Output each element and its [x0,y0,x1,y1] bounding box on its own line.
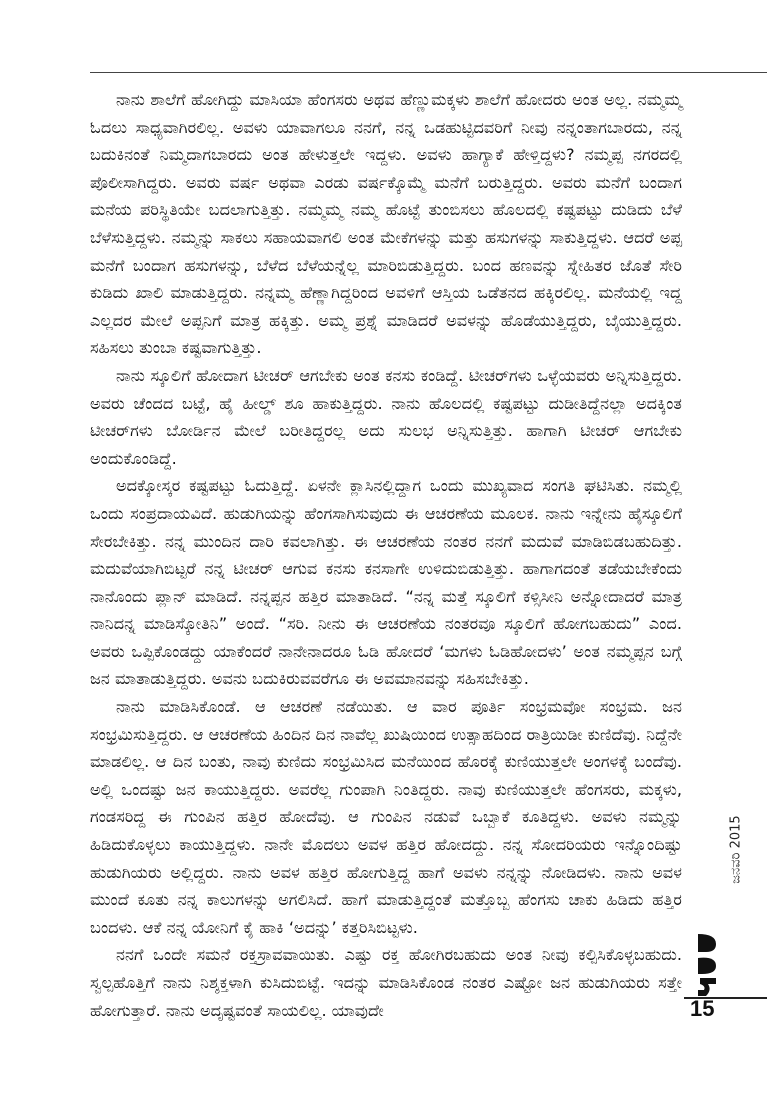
article-body [90,86,682,1024]
paragraph-2: ನಾನು ಸ್ಕೂಲಿಗೆ ಹೋದಾಗ ಟೀಚರ್ ಆಗಬೇಕು ಅಂತ ಕನಸು ಕಂಡಿದ್ದೆ. ಟೀಚರ್‌ಗಳು ಒಳ್ಳೆಯವರು ಅನ್ನಿಸುತ್ತಿದ್ದರು. ಅವರು ಚೆಂದದ ಬಟ್ಟೆ, ಹೈ ಹೀಲ್ಡ್ ಶೂ ಹಾಕುತ್ತಿದ್ದರು. ನಾನು ಹೊಲದಲ್ಲಿ ಕಷ್ಟಪಟ್ಟು ದುಡೀತಿದ್ದೆನಲ್ಲಾ ಅದಕ್ಕಿಂತ ಟೀಚರ್‌ಗಳು ಬೋರ್ಡಿನ ಮೇಲೆ ಬರೀತಿದ್ದರಲ್ಲ ಅದು ಸುಲಭ ಅನ್ನಿಸುತ್ತಿತ್ತು. ಹಾಗಾಗಿ ಟೀಚರ್ ಆಗಬೇಕು ಅಂದುಕೊಂಡಿದ್ದೆ. [90,365,682,468]
paragraph-3: ಅದಕ್ಕೋಸ್ಕರ ಕಷ್ಟಪಟ್ಟು ಓದುತ್ತಿದ್ದೆ. ಏಳನೇ ಕ್ಲಾಸಿನಲ್ಲಿದ್ದಾಗ ಒಂದು ಮುಖ್ಯವಾದ ಸಂಗತಿ ಘಟಿಸಿತು. ನಮ್ಮಲ್ಲಿ ಒಂದು ಸಂಪ್ರದಾಯವಿದೆ. ಹುಡುಗಿಯನ್ನು ಹೆಂಗಸಾಗಿಸುವುದು ಈ ಆಚರಣೆಯ ಮೂಲಕ. ನಾನು ಇನ್ನೇನು ಹೈಸ್ಕೂಲಿಗೆ ಸೇರಬೇಕಿತ್ತು. ನನ್ನ ಮುಂದಿನ ದಾರಿ ಕವಲಾಗಿತ್ತು. ಈ ಆಚರಣೆಯ ನಂತರ ನನಗೆ ಮದುವೆ ಮಾಡಿಬಿಡಬಹುದಿತ್ತು. ಮದುವೆಯಾಗಿಬಿಟ್ಟರೆ ನನ್ನ ಟೀಚರ್ ಆಗುವ ಕನಸು ಕನಸಾಗೇ ಉಳಿದುಬಿಡುತ್ತಿತ್ತು. ಹಾಗಾಗದಂತೆ ತಡೆಯಬೇಕೆಂದು ನಾನೊಂದು ಪ್ಲಾನ್ ಮಾಡಿದೆ. ನನ್ನಪ್ಪನ ಹತ್ತಿರ ಮಾತಾಡಿದೆ. “ನನ್ನ ಮತ್ತೆ ಸ್ಕೂಲಿಗೆ ಕಳ್ಸಿಸೀನಿ ಅನ್ನೋದಾದರೆ ಮಾತ್ರ ನಾನಿದನ್ನ ಮಾಡಿಸ್ಕೋತಿನಿ” ಅಂದೆ. “ಸರಿ. ನೀನು ಈ ಆಚರಣೆಯ ನಂತರವೂ ಸ್ಕೂಲಿಗೆ ಹೋಗಬಹುದು” ಎಂದ. ಅವರು ಒಪ್ಪಿಕೊಂಡದ್ದು ಯಾಕೆಂದರೆ ನಾನೇನಾದರೂ ಓಡಿ ಹೋದರೆ ‘ಮಗಳು ಓಡಿಹೋದಳು’ ಅಂತ ನಮ್ಮಪ್ಪನ ಬಗ್ಗೆ ಜನ ಮಾತಾಡುತ್ತಿದ್ದರು. ಅವನು ಬದುಕಿರುವವರೆಗೂ ಈ ಅವಮಾನವನ್ನು ಸಹಿಸಬೇಕಿತ್ತು. [90,476,682,689]
page-number: 15 [690,996,715,1021]
magazine-logo-icon [694,930,720,1002]
paragraph-1: ನಾನು ಶಾಲೆಗೆ ಹೋಗಿದ್ದು ಮಾಸಿಯಾ ಹೆಂಗಸರು ಅಥವ ಹೆಣ್ಣುಮಕ್ಕಳು ಶಾಲೆಗೆ ಹೋದರು ಅಂತ ಅಲ್ಲ. ನಮ್ಮಮ್ಮ ಓದಲು ಸಾಧ್ಯವಾಗಿರಲಿಲ್ಲ. ಅವಳು ಯಾವಾಗಲೂ ನನಗೆ, ನನ್ನ ಒಡಹುಟ್ಟಿದವರಿಗೆ ನೀವು ನನ್ನಂತಾಗಬಾರದು, ನನ್ನ ಬದುಕಿನಂತೆ ನಿಮ್ಮದಾಗಬಾರದು ಅಂತ ಹೇಳುತ್ತಲೇ ಇದ್ದಳು. ಅವಳು ಹಾಗ್ಯಾಕೆ ಹೇಳ್ತಿದ್ದಳು? ನಮ್ಮಪ್ಪ ನಗರದಲ್ಲಿ ಪೊಲೀಸಾಗಿದ್ದರು. ಅವರು ವರ್ಷ ಅಥವಾ ಎರಡು ವರ್ಷಕ್ಕೊಮ್ಮೆ ಮನೆಗೆ ಬರುತ್ತಿದ್ದರು. ಅವರು ಮನೆಗೆ ಬಂದಾಗ ಮನೆಯ ಪರಿಸ್ಥಿತಿಯೇ ಬದಲಾಗುತ್ತಿತ್ತು. ನಮ್ಮಮ್ಮ ನಮ್ಮ ಹೊಟ್ಟೆ ತುಂಬಿಸಲು ಹೊಲದಲ್ಲಿ ಕಷ್ಟಪಟ್ಟು ದುಡಿದು ಬೆಳೆ ಬೆಳೆಸುತ್ತಿದ್ದಳು. ನಮ್ಮನ್ನು ಸಾಕಲು ಸಹಾಯವಾಗಲಿ ಅಂತ ಮೇಕೆಗಳನ್ನು ಮತ್ತು ಹಸುಗಳನ್ನು ಸಾಕುತ್ತಿದ್ದಳು. ಆದರೆ ಅಪ್ಪ ಮನೆಗೆ ಬಂದಾಗ ಹಸುಗಳನ್ನು, ಬೆಳೆದ ಬೆಳೆಯನ್ನೆಲ್ಲ ಮಾರಿಬಿಡುತ್ತಿದ್ದರು. ಬಂದ ಹಣವನ್ನು ಸ್ನೇಹಿತರ ಜೊತೆ ಸೇರಿ ಕುಡಿದು ಖಾಲಿ ಮಾಡುತ್ತಿದ್ದರು. ನನ್ನಮ್ಮ ಹೆಣ್ಣಾಗಿದ್ದರಿಂದ ಅವಳಿಗೆ ಆಸ್ತಿಯ ಒಡೆತನದ ಹಕ್ಕಿರಲಿಲ್ಲ. ಮನೆಯಲ್ಲಿ ಇದ್ದ ಎಲ್ಲದರ ಮೇಲೆ ಅಪ್ಪನಿಗೆ ಮಾತ್ರ ಹಕ್ಕಿತ್ತು. ಅಮ್ಮ ಪ್ರಶ್ನೆ ಮಾಡಿದರೆ ಅವಳನ್ನು ಹೊಡೆಯುತ್ತಿದ್ದರು, ಬೈಯುತ್ತಿದ್ದರು. ಸಹಿಸಲು ತುಂಬಾ ಕಷ್ಟವಾಗುತ್ತಿತ್ತು. [90,90,682,358]
header-rule [90,72,767,73]
paragraph-4: ನಾನು ಮಾಡಿಸಿಕೊಂಡೆ. ಆ ಆಚರಣೆ ನಡೆಯಿತು. ಆ ವಾರ ಪೂರ್ತಿ ಸಂಭ್ರಮವೋ ಸಂಭ್ರಮ. ಜನ ಸಂಭ್ರಮಿಸುತ್ತಿದ್ದರು. ಆ ಆಚರಣೆಯ ಹಿಂದಿನ ದಿನ ನಾವೆಲ್ಲ ಖುಷಿಯಿಂದ ಉತ್ಸಾಹದಿಂದ ರಾತ್ರಿಯಿಡೀ ಕುಣಿದೆವು. ನಿದ್ದೆನೇ ಮಾಡಲಿಲ್ಲ. ಆ ದಿನ ಬಂತು, ನಾವು ಕುಣಿದು ಸಂಭ್ರಮಿಸಿದ ಮನೆಯಿಂದ ಹೊರಕ್ಕೆ ಕುಣಿಯುತ್ತಲೇ ಅಂಗಳಕ್ಕೆ ಬಂದೆವು. ಅಲ್ಲಿ ಒಂದಷ್ಟು ಜನ ಕಾಯುತ್ತಿದ್ದರು. ಅವರೆಲ್ಲ ಗುಂಪಾಗಿ ನಿಂತಿದ್ದರು. ನಾವು ಕುಣಿಯುತ್ತಲೇ ಹೆಂಗಸರು, ಮಕ್ಕಳು, ಗಂಡಸರಿದ್ದ ಈ ಗುಂಪಿನ ಹತ್ತಿರ ಹೋದೆವು. ಆ ಗುಂಪಿನ ನಡುವೆ ಒಬ್ಬಾಕೆ ಕೂತಿದ್ದಳು. ಅವಳು ನಮ್ಮನ್ನು ಹಿಡಿದುಕೊಳ್ಳಲು ಕಾಯುತ್ತಿದ್ದಳು. ನಾನೇ ಮೊದಲು ಅವಳ ಹತ್ತಿರ ಹೋದದ್ದು. ನನ್ನ ಸೋದರಿಯರು ಇನ್ನೊಂದಿಷ್ಟು ಹುಡುಗಿಯರು ಅಲ್ಲಿದ್ದರು. ನಾನು ಅವಳ ಹತ್ತಿರ ಹೋಗುತ್ತಿದ್ದ ಹಾಗೆ ಅವಳು ನನ್ನನ್ನು ನೋಡಿದಳು. ನಾನು ಅವಳ ಮುಂದೆ ಕೂತು ನನ್ನ ಕಾಲುಗಳನ್ನು ಅಗಲಿಸಿದೆ. ಹಾಗೆ ಮಾಡುತ್ತಿದ್ದಂತೆ ಮತ್ತೊಬ್ಬ ಹೆಂಗಸು ಚಾಕು ಹಿಡಿದು ಹತ್ತಿರ ಬಂದಳು. ಆಕೆ ನನ್ನ ಯೋನಿಗೆ ಕೈ ಹಾಕಿ ‘ಅದನ್ನು’ ಕತ್ತರಿಸಿಬಿಟ್ಟಳು. [90,697,682,937]
paragraph-5: ನನಗೆ ಒಂದೇ ಸಮನೆ ರಕ್ತಸ್ರಾವವಾಯಿತು. ಎಷ್ಟು ರಕ್ತ ಹೋಗಿರಬಹುದು ಅಂತ ನೀವು ಕಲ್ಪಿಸಿಕೊಳ್ಳಬಹುದು. ಸ್ವಲ್ಪಹೊತ್ತಿಗೆ ನಾನು ನಿಶ್ಶಕ್ತಳಾಗಿ ಕುಸಿದುಬಿಟ್ಟೆ. ಇದನ್ನು ಮಾಡಿಸಿಕೊಂಡ ನಂತರ ಎಷ್ಟೋ ಜನ ಹುಡುಗಿಯರು ಸತ್ತೇ ಹೋಗುತ್ತಾರೆ. ನಾನು ಅದೃಷ್ಟವಂತೆ ಸಾಯಲಿಲ್ಲ. ಯಾವುದೇ [90,945,682,1020]
issue-date-label: ಜನವರಿ 2015 [728,815,744,884]
